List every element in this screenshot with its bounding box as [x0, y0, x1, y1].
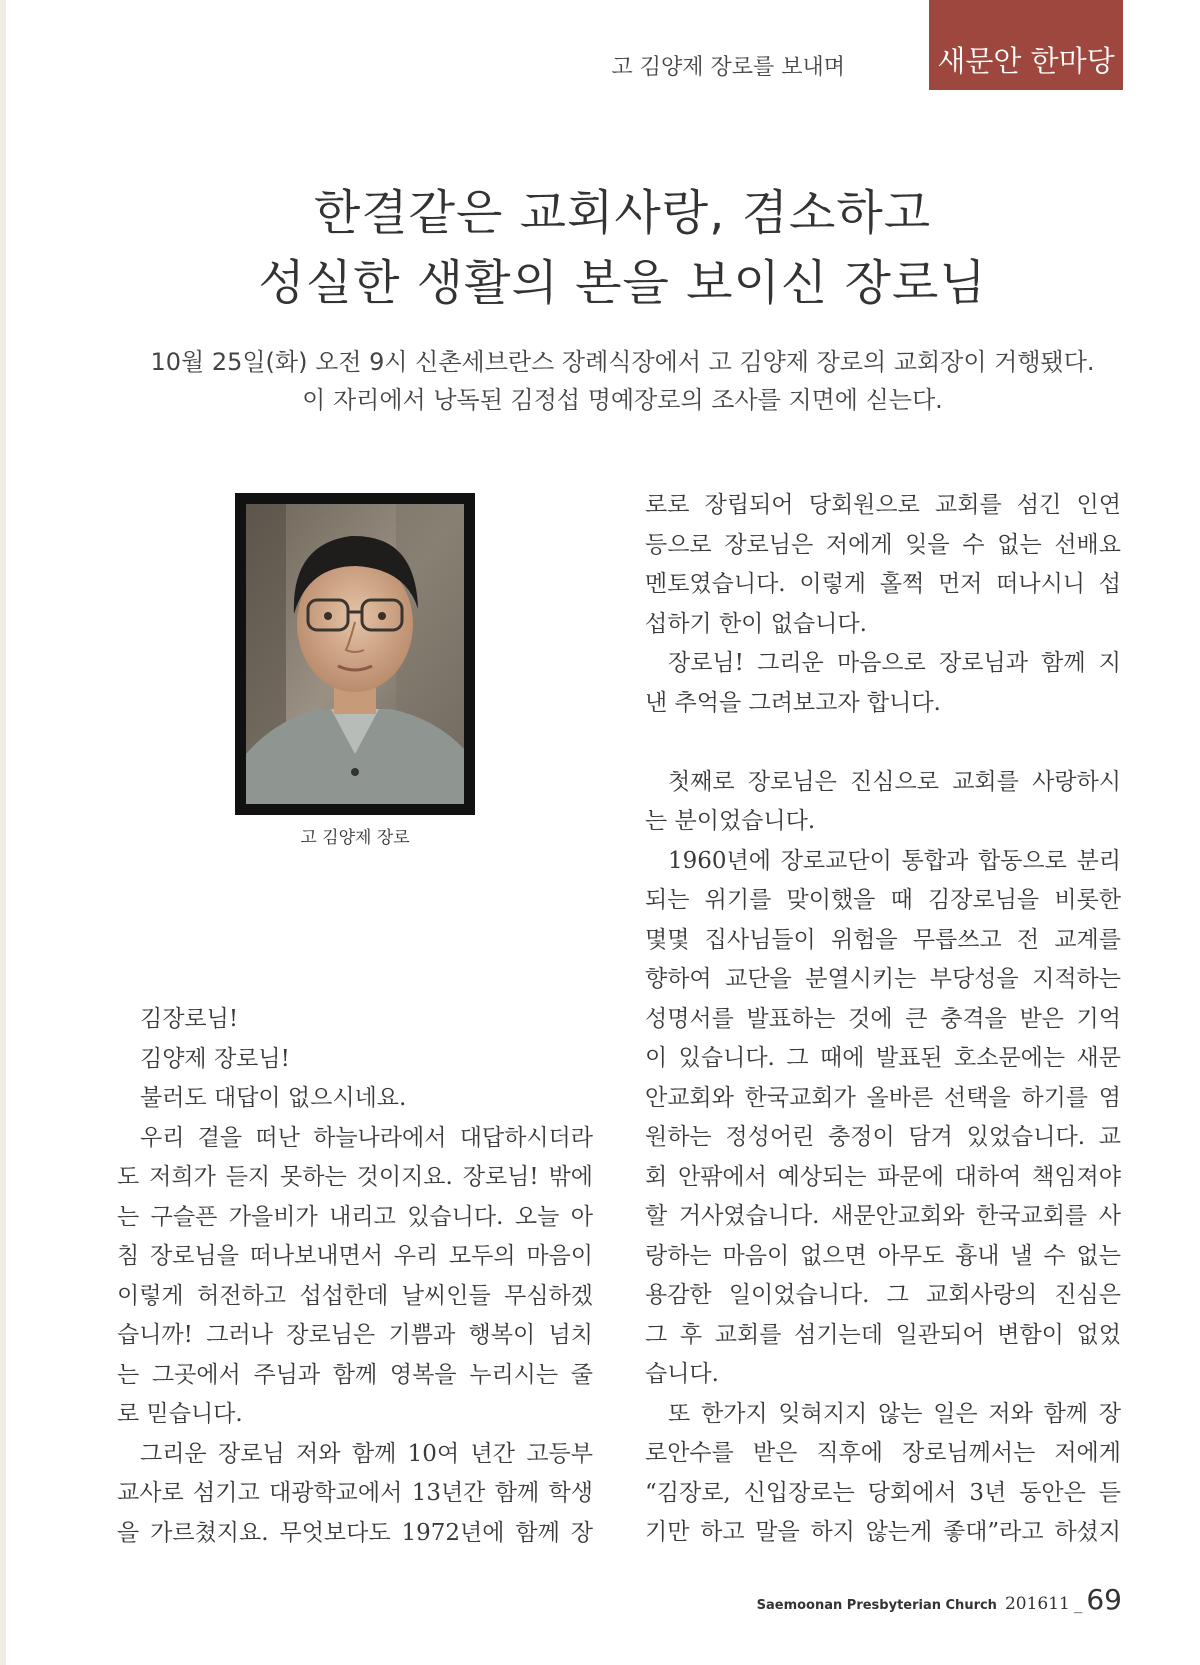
body-line: 는 분이었습니다. — [645, 808, 816, 834]
article-lead — [0, 343, 1200, 419]
body-line: 기만 하고 말을 하지 않는게 좋대”라고 하셨지 — [645, 1519, 1121, 1545]
body-line: 멘토였습니다. 이렇게 홀쩍 먼저 떠나시니 섭 — [645, 571, 1121, 597]
body-line: 침 장로님을 떠나보내면서 우리 모두의 마음이 — [117, 1243, 593, 1269]
body-line: 원하는 정성어린 충정이 담겨 있었습니다. 교 — [645, 1124, 1121, 1150]
body-line: 안교회와 한국교회가 올바른 선택을 하기를 염 — [645, 1084, 1121, 1111]
photo-caption: 고 김양제 장로 — [300, 828, 410, 848]
blank-line — [645, 723, 1121, 763]
body-line: 이렇게 허전하고 섭섭한데 날씨인들 무심하겠 — [117, 1282, 593, 1309]
body-line: 장로님! 그리운 마음으로 장로님과 함께 지 — [668, 650, 1121, 676]
body-line: 랑하는 마음이 없으면 아무도 흉내 낼 수 없는 — [645, 1242, 1121, 1269]
footer-issue: 201611 — [1004, 1594, 1070, 1614]
body-line: 김장로님! — [140, 1006, 239, 1032]
right-column — [645, 486, 1121, 1553]
body-line: 로로 장립되어 당회원으로 교회를 섬긴 인연 — [645, 492, 1121, 518]
header-subtitle: 고 김양제 장로를 보내며 — [611, 55, 845, 80]
footer-separator: _ — [1073, 1594, 1083, 1614]
body-line: 로안수를 받은 직후에 장로님께서는 저에게 — [645, 1440, 1121, 1466]
body-line: 용감한 일이었습니다. 그 교회사랑의 진심은 — [645, 1282, 1121, 1308]
title-line: 한결같은 교회사랑, 겸소하고 — [313, 185, 932, 241]
footer-church-name: Saemoonan Presbyterian Church — [756, 1598, 997, 1613]
portrait-photo — [235, 493, 475, 815]
body-line: 그리운 장로님 저와 함께 10여 년간 고등부 — [140, 1440, 593, 1467]
page-footer — [757, 1583, 1122, 1616]
title-line: 성실한 생활의 본을 보이신 장로님 — [258, 255, 987, 311]
body-line: 김양제 장로님! — [140, 1045, 290, 1072]
body-line: 등으로 장로님은 저에게 잊을 수 없는 선배요 — [645, 531, 1121, 558]
body-line: 그 후 교회를 섬기는데 일관되어 변함이 없었 — [645, 1321, 1121, 1348]
page-number: 69 — [1086, 1583, 1122, 1616]
section-tab-label: 새문안 한마당 — [937, 44, 1115, 78]
section-tab — [929, 0, 1123, 90]
article-title — [0, 178, 1200, 318]
body-line: 성명서를 발표하는 것에 큰 충격을 받은 기억 — [645, 1005, 1121, 1032]
body-line: 섭하기 한이 없습니다. — [645, 610, 867, 637]
body-line: 또 한가지 잊혀지지 않는 일은 저와 함께 장 — [668, 1400, 1121, 1427]
portrait-photo-icon — [246, 504, 464, 804]
body-line: 첫째로 장로님은 진심으로 교회를 사랑하시 — [668, 768, 1121, 795]
body-line: 불러도 대답이 없으시네요. — [140, 1085, 407, 1111]
lead-line: 이 자리에서 낭독된 김정섭 명예장로의 조사를 지면에 싣는다. — [302, 386, 943, 414]
body-line: 우리 곁을 떠난 하늘나라에서 대답하시더라 — [140, 1124, 593, 1151]
lead-line: 10월 25일(화) 오전 9시 신촌세브란스 장례식장에서 고 김양제 장로의 교회장이 거행됐다. — [150, 348, 1095, 376]
body-line: 할 거사였습니다. 새문안교회와 한국교회를 사 — [645, 1203, 1121, 1229]
body-line: 몇몇 집사님들이 위험을 무릅쓰고 전 교계를 — [645, 926, 1121, 953]
body-line: “김장로, 신입장로는 당회에서 3년 동안은 듣 — [645, 1479, 1121, 1506]
body-line: 향하여 교단을 분열시키는 부당성을 지적하는 — [645, 966, 1121, 992]
body-line: 로 믿습니다. — [117, 1401, 243, 1427]
body-line: 습니다. — [645, 1361, 719, 1387]
body-line: 도 저희가 듣지 못하는 것이지요. 장로님! 밖에 — [117, 1164, 593, 1190]
body-line: 는 그곳에서 주님과 함께 영복을 누리시는 줄 — [117, 1361, 593, 1388]
body-line: 1960년에 장로교단이 통합과 합동으로 분리 — [668, 847, 1121, 874]
body-line: 을 가르쳤지요. 무엇보다도 1972년에 함께 장 — [117, 1519, 593, 1546]
left-column — [117, 1000, 593, 1553]
body-line: 는 구슬픈 가을비가 내리고 있습니다. 오늘 아 — [117, 1203, 593, 1230]
body-line: 습니까! 그러나 장로님은 기쁨과 행복이 넘치 — [117, 1322, 593, 1348]
body-line: 되는 위기를 맞이했을 때 김장로님을 비롯한 — [645, 887, 1121, 913]
body-line: 낸 추억을 그려보고자 합니다. — [645, 689, 941, 716]
body-line: 교사로 섬기고 대광학교에서 13년간 함께 학생 — [117, 1480, 593, 1506]
body-line: 이 있습니다. 그 때에 발표된 호소문에는 새문 — [645, 1045, 1121, 1071]
body-line: 회 안팎에서 예상되는 파문에 대하여 책임져야 — [645, 1163, 1121, 1190]
